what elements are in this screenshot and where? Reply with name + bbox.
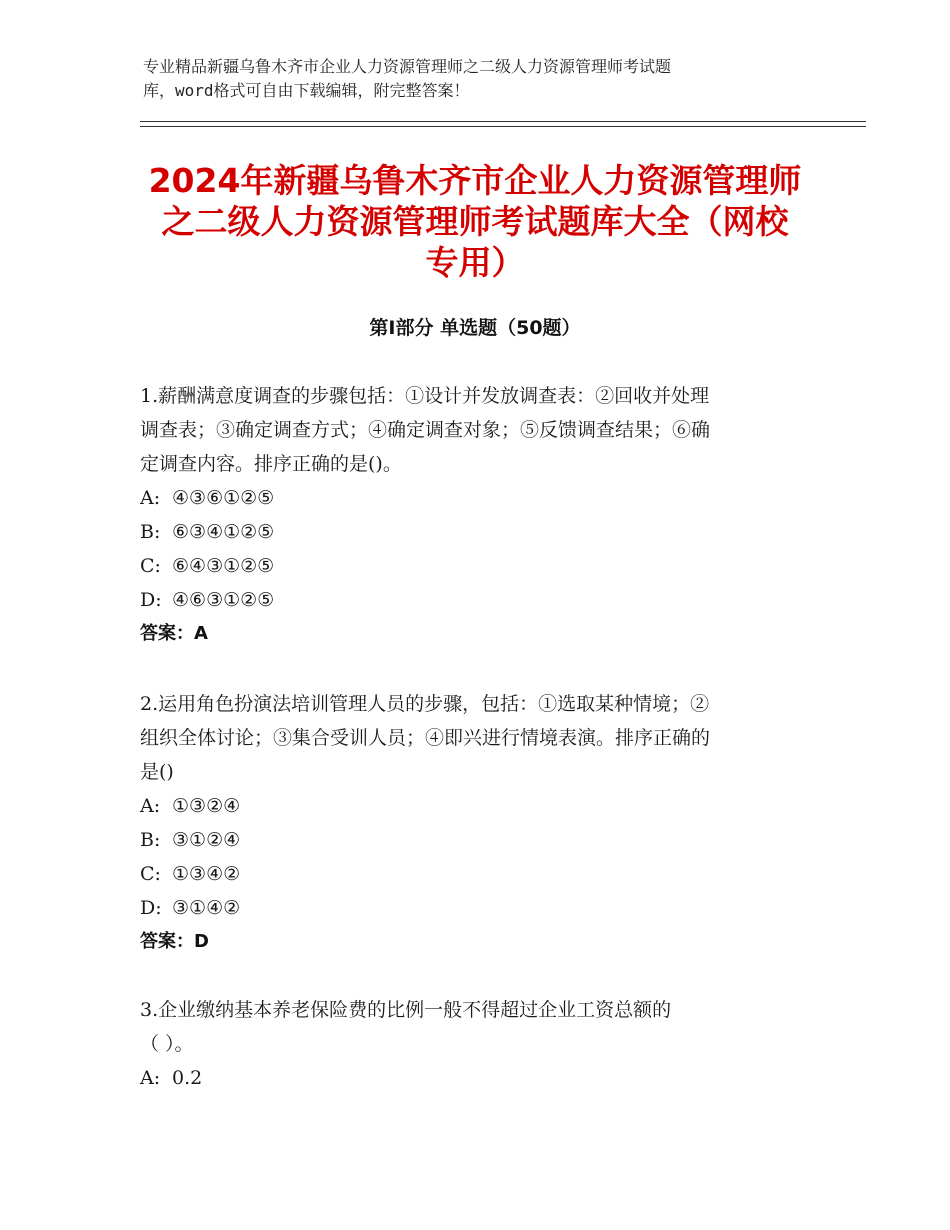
question-stem-line: 1.薪酬满意度调查的步骤包括：①设计并发放调查表：②回收并处理: [140, 385, 710, 407]
option-text: ①③②④: [172, 795, 241, 817]
question-stem-line: 3.企业缴纳基本养老保险费的比例一般不得超过企业工资总额的: [140, 999, 672, 1021]
option-text: ⑥④③①②⑤: [172, 555, 275, 577]
question-2: [140, 687, 820, 959]
option-letter: C:: [140, 863, 161, 885]
question-1: [140, 379, 820, 651]
option-letter: B:: [140, 521, 161, 543]
option-letter: D:: [140, 897, 162, 919]
option-letter: C:: [140, 555, 161, 577]
option-text: ③①④②: [172, 897, 241, 919]
option-b: [140, 823, 820, 857]
question-stem-line: 调查表；③确定调查方式；④确定调查对象；⑤反馈调查结果；⑥确: [140, 419, 711, 441]
option-letter: A:: [140, 795, 161, 817]
header-note-line: 专业精品新疆乌鲁木齐市企业人力资源管理师之二级人力资源管理师考试题: [143, 57, 672, 76]
option-text: ③①②④: [172, 829, 241, 851]
question-stem-line: 是(): [140, 761, 174, 783]
header-note: [143, 55, 783, 103]
option-text: ④③⑥①②⑤: [172, 487, 275, 509]
question-stem-line: 定调查内容。排序正确的是()。: [140, 453, 402, 475]
section-heading: 第Ⅰ部分 单选题（50题）: [369, 317, 581, 339]
title-line: 之二级人力资源管理师考试题库大全（网校: [161, 202, 789, 241]
title-line: 2024年新疆乌鲁木齐市企业人力资源管理师: [148, 161, 802, 200]
option-d: [140, 891, 820, 925]
answer-label: 答案：D: [140, 931, 209, 952]
header-divider-bottom: [140, 126, 866, 127]
option-text: ①③④②: [172, 863, 241, 885]
document-title: [120, 160, 830, 283]
option-text: 0.2: [172, 1067, 203, 1089]
option-c: [140, 549, 820, 583]
option-text: ④⑥③①②⑤: [172, 589, 275, 611]
question-stem-line: 组织全体讨论；③集合受训人员；④即兴进行情境表演。排序正确的: [140, 727, 711, 749]
option-letter: A:: [140, 1067, 161, 1089]
option-d: [140, 583, 820, 617]
question-3: [140, 993, 820, 1095]
option-letter: B:: [140, 829, 161, 851]
option-a: [140, 1061, 820, 1095]
question-stem-line: 2.运用角色扮演法培训管理人员的步骤，包括：①选取某种情境；②: [140, 693, 710, 715]
question-stem-line: （ ）。: [140, 1033, 194, 1055]
header-divider-top: [140, 121, 866, 122]
header-note-line: 库，word格式可自由下载编辑，附完整答案！: [143, 81, 470, 100]
answer-label: 答案：A: [140, 623, 208, 644]
option-letter: A:: [140, 487, 161, 509]
option-c: [140, 857, 820, 891]
option-letter: D:: [140, 589, 162, 611]
option-b: [140, 515, 820, 549]
title-line: 专用）: [425, 243, 525, 282]
option-text: ⑥③④①②⑤: [172, 521, 275, 543]
option-a: [140, 789, 820, 823]
option-a: [140, 481, 820, 515]
